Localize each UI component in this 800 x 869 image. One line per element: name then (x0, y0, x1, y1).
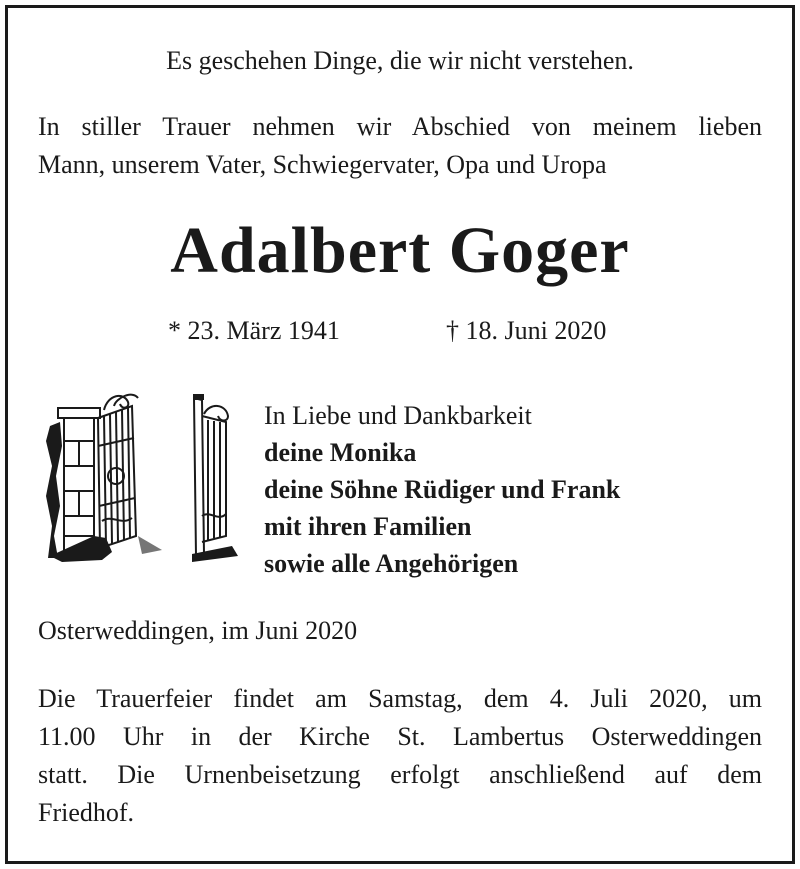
mourners-line: sowie alle Angehörigen (264, 549, 519, 578)
place-and-date: Osterweddingen, im Juni 2020 (38, 616, 358, 645)
death-date: † 18. Juni 2020 (446, 316, 607, 345)
service-info (38, 680, 762, 832)
mourners-line: In Liebe und Dankbarkeit (264, 401, 532, 430)
service-line: 11.00 Uhr in der Kirche St. Lambertus Osterweddingen (38, 722, 762, 751)
service-line: Die Trauerfeier findet am Samstag, dem 4. Juli 2020, um (38, 684, 762, 713)
service-line: Friedhof. (38, 798, 135, 827)
intro-text (38, 108, 762, 184)
mourners-line: deine Monika (264, 438, 417, 467)
mourners-list (264, 397, 620, 582)
birth-date: * 23. März 1941 (168, 316, 340, 345)
mourners-line: mit ihren Familien (264, 512, 472, 541)
intro-line: In stiller Trauer nehmen wir Abschied von meinem lieben (38, 112, 762, 141)
obituary-notice (5, 5, 795, 864)
service-line: statt. Die Urnenbeisetzung erfolgt anschließend auf dem (38, 760, 762, 789)
motto: Es geschehen Dinge, die wir nicht verstehen. (166, 46, 634, 75)
mourners-line: deine Söhne Rüdiger und Frank (264, 475, 621, 504)
intro-line: Mann, unserem Vater, Schwiegervater, Opa und Uropa (38, 150, 607, 179)
cemetery-gate-icon (42, 386, 242, 566)
deceased-name: Adalbert Goger (170, 214, 630, 287)
